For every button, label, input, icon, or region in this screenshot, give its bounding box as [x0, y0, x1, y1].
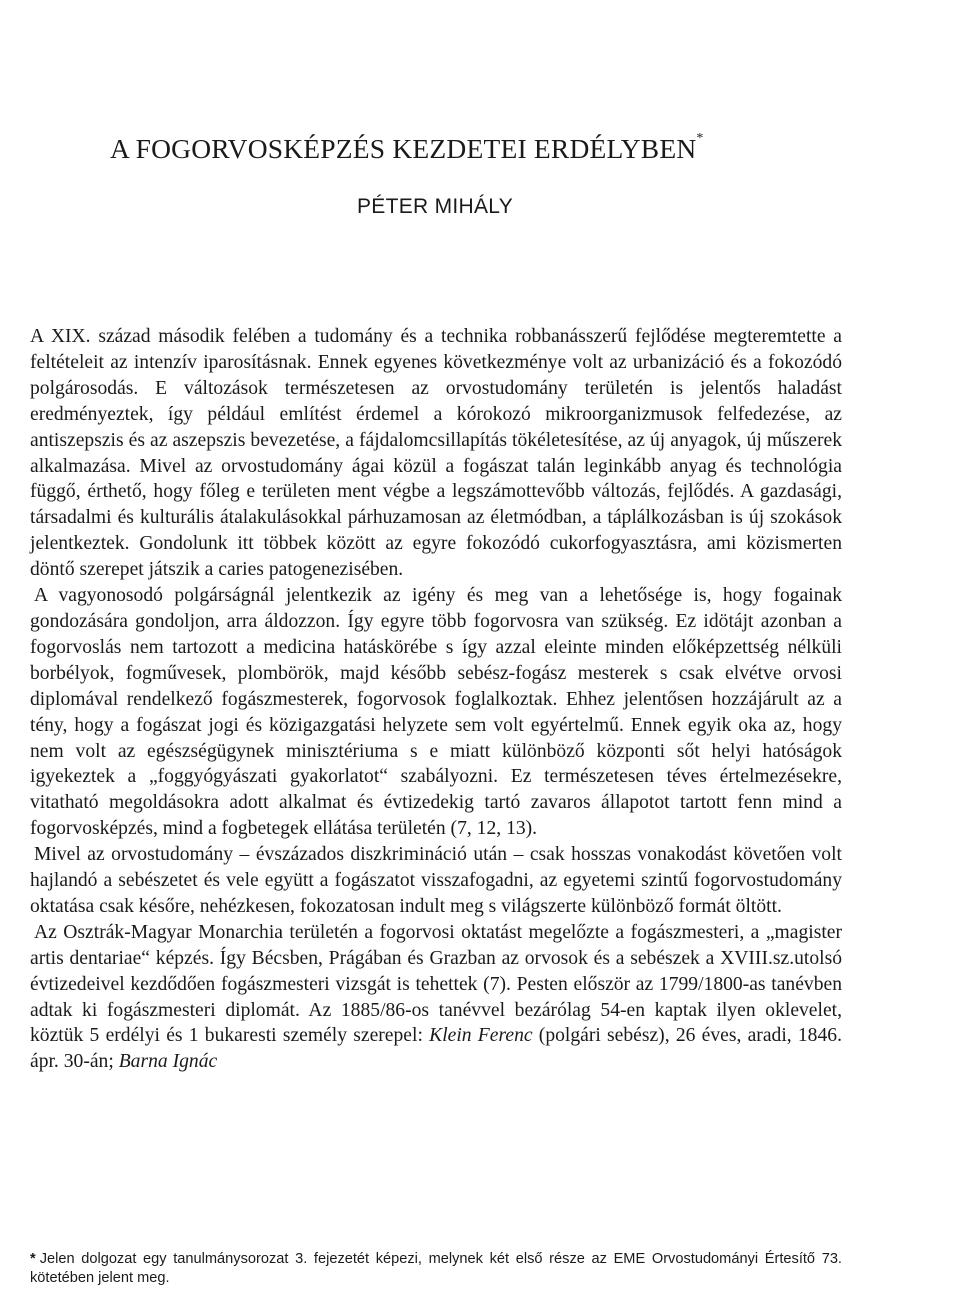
paragraph-2: A vagyonosodó polgárságnál jelentkezik az igény és meg van a lehetősége is, hogy fogainak gondozására gondoljon, arra áldozzon. Így egyre több fogorvosra van szükség. Ez idötájt azonban a fogorvoslás nem tartozott a medicina hatáskörébe s így azzal eleinte minden előképzettség nélküli borbélyok, fogművesek, plombörök, majd később sebész-fogász mesterek s csak elvétve orvosi diplomával rendelkező fogászmesterek, fogorvosok foglalkoztak. Ehhez jelentősen hozzájárult az a tény, hogy a fogászat jogi és közigazgatási helyzete sem volt egyértelmű. Ennek egyik oka az, hogy nem volt az egészségügynek minisztériuma s e miatt különböző központi sőt helyi hatóságok igyekeztek a „foggyógyászati gyakorlatot“ szabályozni. Ez természetesen téves értelmezésekre, vitatható megoldásokra adott alkalmat és évtizedekig tartó zavaros állapotot tartott fenn mind a fogorvosképzés, mind a fogbetegek ellátása területén (7, 12, 13).	[30, 585, 842, 840]
person-details-klein: (polgári sebész), 26 éves, aradi, 1846. ápr. 30-án;	[30, 1025, 842, 1073]
footnote	[30, 1250, 842, 1288]
paragraph-4-text: Az Osztrák-Magyar Monarchia területén a fogorvosi oktatást megelőzte a fogászmesteri, a „magister artis dentariae“ képzés. Így Bécsben, Prágában és Grazban az orvosok és a sebészek a XVIII.sz.utolsó évtizedeivel kezdődően fogászmesteri vizsgát is tehettek (7). Pesten először az 1799/1800-as tanévben adtak ki fogászmesteri diplomát. Az 1885/86-os tanévvel bezárólag 54-en kaptak ilyen oklevelet, köztük 5 erdélyi és 1 bukaresti személy szerepel:	[30, 921, 842, 1047]
title-footnote-mark: *	[696, 131, 704, 146]
paragraph-4	[30, 920, 842, 1075]
paragraph-1: A XIX. század második felében a tudomány és a technika robbanásszerű fejlődése megteremtette a feltételeit az intenzív iparosításnak. Ennek egyenes következménye volt az urbanizáció és a fokozódó polgárosodás. E változások természetesen az orvostudomány területén is jelentős haladást eredményeztek, így például említést érdemel a kórokozó mikroorganizmusok felfedezése, az antiszepszis és az aszepszis bevezetése, a fájdalomcsillapítás tökéletesítése, az új anyagok, új műszerek alkalmazása. Mivel az orvostudomány ágai közül a fogászat talán leginkább anyag és technológia függő, érthető, hogy főleg e területen ment végbe a legszámottevőbb változás, fejlődés. A gazdasági, társadalmi és kulturális átalakulásokkal párhuzamosan az életmódban, a táplálkozásban is új szokások jelentkeztek. Gondolunk itt többek között az egyre fokozódó cukorfogyasztásra, ami közismerten döntő szerepet játszik a caries patogenezisében.	[30, 326, 842, 581]
footnote-mark: *	[30, 1251, 36, 1267]
article-body	[30, 324, 842, 1075]
footnote-text: Jelen dolgozat egy tanulmánysorozat 3. fejezetét képezi, melynek két első része az EME Orvostudományi Értesítő 73. kötetében jelent meg.	[30, 1251, 842, 1286]
person-name-klein: Klein Ferenc	[429, 1025, 533, 1047]
article-author: PÉTER MIHÁLY	[356, 195, 514, 218]
article-title-text: A FOGORVOSKÉPZÉS KEZDETEI ERDÉLYBEN	[110, 133, 697, 164]
paragraph-3: Mivel az orvostudomány – évszázados diszkrimináció után – csak hosszas vonakodást követően volt hajlandó a sebészetet és vele együtt a fogászatot visszafogadni, az egyetemi szintű fogorvostudomány oktatása csak későre, nehézkesen, fokozatosan indult meg s világszerte különböző formát öltött.	[30, 844, 842, 917]
article-title	[110, 133, 870, 165]
person-name-barna: Barna Ignác	[118, 1051, 218, 1073]
